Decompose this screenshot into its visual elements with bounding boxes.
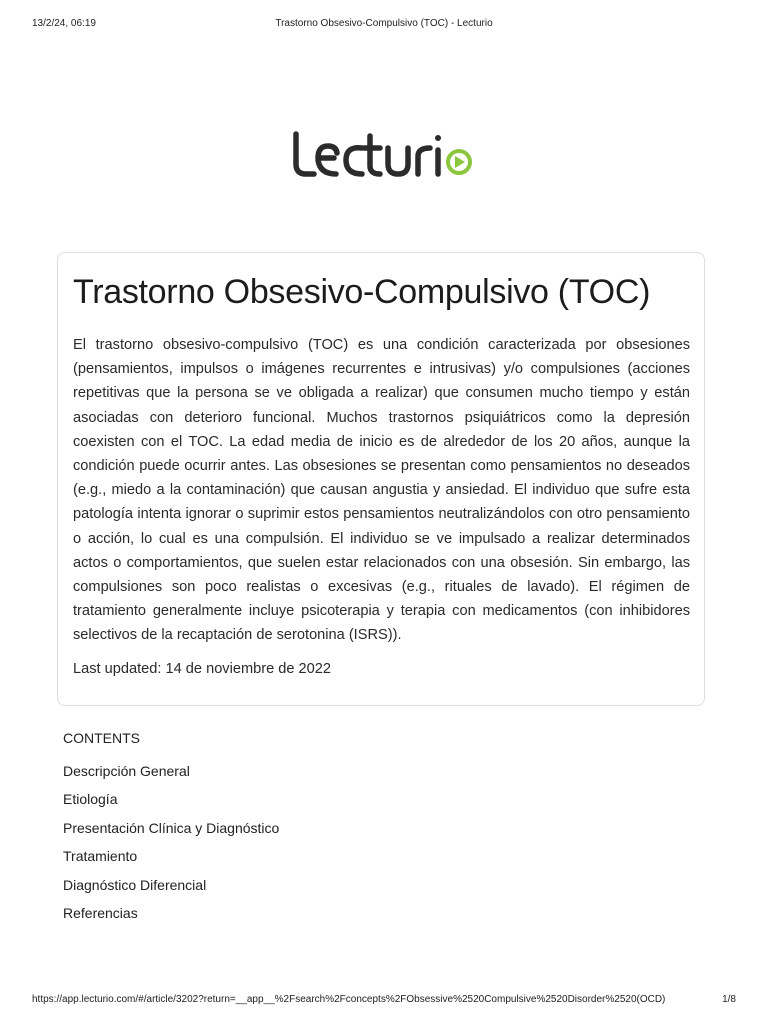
table-of-contents bbox=[63, 730, 703, 927]
contents-item-tratamiento[interactable]: Tratamiento bbox=[63, 848, 138, 865]
print-url: https://app.lecturio.com/#/article/3202?return=__app__%2Fsearch%2Fconcepts%2FObsessive%2520Compulsive%2520Disorder%2520(OCD) bbox=[32, 994, 666, 1005]
contents-list bbox=[63, 757, 703, 927]
lecturio-logo-icon bbox=[292, 128, 476, 180]
print-footer bbox=[0, 994, 768, 1008]
contents-item-descripcion-general[interactable]: Descripción General bbox=[63, 763, 190, 779]
article-summary: El trastorno obsesivo-compulsivo (TOC) es una condición caracterizada por obsesiones (pensamientos, impulsos o imágenes recurrentes e intrusivas) y/o compulsiones (acciones repetitivas que la persona se ve obligada a realizar) que consumen mucho tiempo y están asociadas con deterioro funcional. Muchos trastornos psiquiátricos como la depresión coexisten con el TOC. La edad media de inicio es de alrededor de los 20 años, aunque la condición puede ocurrir antes. Las obsesiones se presentan como pensamientos no deseados (e.g., miedo a la contaminación) que causan angustia y ansiedad. El individuo que sufre esta patología intenta ignorar o suprimir estos pensamientos neutralizándolos con otro pensamiento o acción, lo cual es una compulsión. El individuo se ve impulsado a realizar determinados actos o comportamientos, que suelen estar relacionados con una obsesión. Sin embargo, las compulsiones son poco realistas o excesivas (e.g., rituales de lavado). El régimen de tratamiento generalmente incluye psicoterapia y terapia con medicamentos (con inhibidores selectivos de la recaptación de serotonina (ISRS)). bbox=[73, 337, 690, 644]
article-title: Trastorno Obsesivo-Compulsivo (TOC) bbox=[73, 273, 651, 311]
contents-item-diagnostico-diferencial[interactable]: Diagnóstico Diferencial bbox=[63, 876, 207, 893]
print-header bbox=[0, 18, 768, 32]
print-page-number: 1/8 bbox=[722, 994, 736, 1005]
print-datetime: 13/2/24, 06:19 bbox=[32, 18, 96, 29]
contents-item-etiologia[interactable]: Etiología bbox=[63, 791, 118, 808]
last-updated: Last updated: 14 de noviembre de 2022 bbox=[73, 661, 332, 677]
lecturio-logo bbox=[0, 128, 768, 185]
contents-item-presentacion-clinica[interactable]: Presentación Clínica y Diagnóstico bbox=[63, 819, 280, 836]
print-page-title: Trastorno Obsesivo-Compulsivo (TOC) - Lecturio bbox=[275, 18, 493, 29]
article-summary-card bbox=[57, 252, 705, 706]
contents-item-referencias[interactable]: Referencias bbox=[63, 904, 138, 921]
contents-heading: CONTENTS bbox=[63, 730, 140, 746]
